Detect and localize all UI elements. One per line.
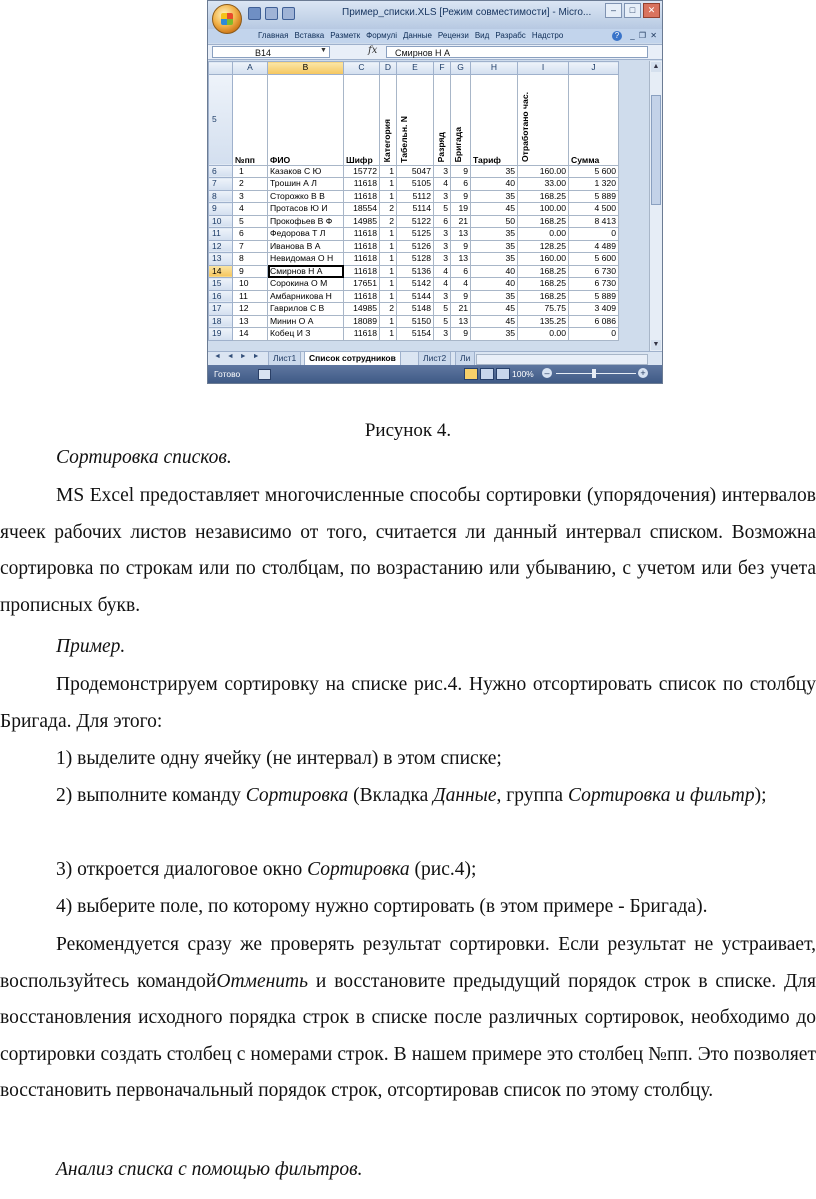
table-row — [209, 315, 619, 328]
table-cell[interactable]: 11618 — [344, 240, 380, 253]
column-header[interactable]: A — [233, 62, 268, 75]
paragraph-text: и восстановите предыдущий порядок строк в списке. Для восстановления исходного порядка строк в списке после различных сортировок, необходимо до сортировки создать столбец с номерами строк. В нашем примере это столбец №пп. Это позволяет восстановить первоначальный порядок строк, отсортировав список по этому столбцу. — [0, 970, 816, 1101]
header-cell[interactable]: Шифр — [344, 74, 380, 165]
table-cell[interactable]: Сторожко В В — [268, 190, 344, 203]
table-cell[interactable]: Минин О А — [268, 315, 344, 328]
table-cell[interactable]: 6 — [233, 228, 268, 241]
tab-addins[interactable]: Надстро — [531, 31, 564, 40]
quick-access-toolbar — [248, 7, 295, 20]
header-cell[interactable] — [451, 74, 471, 165]
step-2 — [0, 778, 816, 815]
office-button[interactable] — [212, 4, 242, 34]
table-cell[interactable]: 9 — [451, 290, 471, 303]
table-cell[interactable]: 33.00 — [518, 178, 569, 191]
table-cell[interactable]: Прокофьев В Ф — [268, 215, 344, 228]
tab-insert[interactable]: Вставка — [294, 31, 325, 40]
table-cell[interactable]: 4 — [434, 178, 451, 191]
table-cell[interactable]: 5 889 — [569, 190, 619, 203]
sheet-tab-active[interactable]: Список сотрудников — [304, 352, 401, 366]
table-cell[interactable]: 8 413 — [569, 215, 619, 228]
row-header[interactable]: 12 — [209, 240, 233, 253]
table-cell[interactable]: 35 — [471, 290, 518, 303]
table-cell[interactable]: 5047 — [397, 165, 434, 178]
column-header[interactable]: C — [344, 62, 380, 75]
undo-command-name: Отменить — [216, 970, 309, 992]
section-heading-sorting: Сортировка списков. — [56, 447, 232, 468]
header-cell[interactable] — [434, 74, 451, 165]
table-cell[interactable]: 12 — [233, 303, 268, 316]
table-cell[interactable]: 6 086 — [569, 315, 619, 328]
group-name: Сортировка и фильтр — [567, 785, 755, 806]
table-cell[interactable]: Гаврилов С В — [268, 303, 344, 316]
table-cell[interactable]: 1 — [380, 178, 397, 191]
table-row — [209, 203, 619, 216]
column-header[interactable]: H — [471, 62, 518, 75]
table-cell[interactable]: 35 — [471, 228, 518, 241]
table-cell[interactable]: 3 — [434, 228, 451, 241]
table-cell[interactable]: 160.00 — [518, 165, 569, 178]
table-cell[interactable]: 3 — [233, 190, 268, 203]
row-header[interactable]: 19 — [209, 328, 233, 341]
step-3-text: 3) откроется диалоговое окно — [56, 859, 308, 880]
step-2-text: ); — [754, 785, 767, 806]
table-cell[interactable]: 4 — [434, 265, 451, 278]
formula-bar — [208, 44, 662, 60]
row-header[interactable]: 6 — [209, 165, 233, 178]
table-cell[interactable]: 4 489 — [569, 240, 619, 253]
table-cell[interactable]: 5122 — [397, 215, 434, 228]
tab-name: Данные — [433, 785, 497, 806]
table-cell[interactable]: 11618 — [344, 328, 380, 341]
table-cell[interactable]: 13 — [451, 228, 471, 241]
tab-data[interactable]: Данные — [402, 31, 432, 40]
table-row — [209, 165, 619, 178]
zoom-level[interactable]: 100% — [512, 369, 534, 379]
table-cell[interactable]: 5 — [434, 315, 451, 328]
table-cell[interactable]: 2 — [380, 303, 397, 316]
column-header[interactable]: G — [451, 62, 471, 75]
table-cell[interactable]: 128.25 — [518, 240, 569, 253]
table-cell[interactable]: 5 889 — [569, 290, 619, 303]
step-2-text: , группа — [496, 785, 568, 806]
status-bar — [208, 365, 662, 383]
table-cell[interactable]: 5 600 — [569, 165, 619, 178]
table-cell[interactable]: 13 — [451, 315, 471, 328]
table-cell[interactable]: 168.25 — [518, 265, 569, 278]
table-cell[interactable]: 5105 — [397, 178, 434, 191]
table-cell[interactable]: 3 — [434, 290, 451, 303]
table-cell[interactable]: 1 — [380, 315, 397, 328]
table-cell[interactable]: 5136 — [397, 265, 434, 278]
table-cell[interactable]: 168.25 — [518, 215, 569, 228]
table-cell[interactable]: 11618 — [344, 253, 380, 266]
undo-icon[interactable] — [265, 7, 278, 20]
table-cell[interactable]: 7 — [233, 240, 268, 253]
example-heading: Пример. — [56, 636, 126, 657]
table-row — [209, 290, 619, 303]
table-cell[interactable]: 45 — [471, 303, 518, 316]
table-cell[interactable]: 35 — [471, 240, 518, 253]
table-cell[interactable]: 35 — [471, 165, 518, 178]
table-cell[interactable]: Протасов Ю И — [268, 203, 344, 216]
table-cell[interactable]: 13 — [233, 315, 268, 328]
table-cell[interactable]: 5126 — [397, 240, 434, 253]
table-cell[interactable]: 11618 — [344, 178, 380, 191]
row-header[interactable]: 10 — [209, 215, 233, 228]
table-cell[interactable]: 40 — [471, 278, 518, 291]
maximize-button[interactable]: □ — [624, 3, 641, 18]
table-cell[interactable]: 9 — [451, 240, 471, 253]
header-label: Категория — [382, 119, 392, 163]
sheet-tab[interactable]: Ли — [455, 352, 475, 366]
table-header-row — [209, 74, 619, 165]
table-cell[interactable]: 11 — [233, 290, 268, 303]
tab-review[interactable]: Рецензи — [437, 31, 469, 40]
table-cell[interactable]: 40 — [471, 178, 518, 191]
zoom-slider[interactable] — [556, 373, 636, 374]
table-cell[interactable]: 3 409 — [569, 303, 619, 316]
row-header[interactable]: 17 — [209, 303, 233, 316]
step-3 — [56, 852, 816, 889]
command-name: Сортировка — [245, 785, 349, 806]
step-2-text: 2) выполните команду — [56, 785, 246, 806]
table-cell[interactable]: 1 — [380, 328, 397, 341]
zoom-out-icon[interactable]: – — [542, 368, 552, 378]
table-cell[interactable]: 14985 — [344, 303, 380, 316]
tab-view[interactable]: Вид — [474, 31, 490, 40]
sheet-tab[interactable]: Лист2 — [418, 352, 451, 366]
table-cell[interactable]: 5150 — [397, 315, 434, 328]
tab-home[interactable]: Главная — [258, 31, 289, 40]
header-cell[interactable] — [518, 74, 569, 165]
header-cell[interactable]: Сумма — [569, 74, 619, 165]
table-cell[interactable]: 75.75 — [518, 303, 569, 316]
table-row — [209, 253, 619, 266]
table-cell[interactable]: 1 — [380, 253, 397, 266]
formula-input[interactable]: Смирнов Н А — [386, 46, 648, 58]
paragraph-example: Продемонстрируем сортировку на списке рис.4. Нужно отсортировать список по столбцу Бригада. Для этого: — [0, 674, 816, 732]
header-label: Табельн. N — [399, 115, 409, 163]
table-cell[interactable]: 2 — [233, 178, 268, 191]
table-row — [209, 303, 619, 316]
header-label: Разряд — [436, 132, 446, 163]
table-cell[interactable]: 8 — [233, 253, 268, 266]
table-cell[interactable]: 135.25 — [518, 315, 569, 328]
table-cell[interactable]: 1 — [380, 165, 397, 178]
section-heading-filters: Анализ списка с помощью фильтров. — [56, 1159, 363, 1180]
table-cell[interactable]: 13 — [451, 253, 471, 266]
step-1: 1) выделите одну ячейку (не интервал) в этом списке; — [56, 748, 502, 769]
table-row — [209, 265, 619, 278]
fx-icon[interactable]: fx — [368, 45, 378, 56]
table-cell[interactable]: 15772 — [344, 165, 380, 178]
table-cell[interactable]: 1 — [380, 240, 397, 253]
page-layout-view-icon[interactable] — [480, 368, 494, 380]
table-cell[interactable]: Казаков С Ю — [268, 165, 344, 178]
table-cell[interactable]: 0 — [569, 228, 619, 241]
table-cell[interactable]: 6 — [451, 178, 471, 191]
table-cell[interactable]: 160.00 — [518, 253, 569, 266]
tab-formulas[interactable]: Формулі — [366, 31, 397, 40]
table-cell[interactable]: 19 — [451, 203, 471, 216]
table-cell[interactable]: Сорокина О М — [268, 278, 344, 291]
row-header[interactable]: 18 — [209, 315, 233, 328]
table-cell[interactable]: 168.25 — [518, 190, 569, 203]
table-cell[interactable]: 35 — [471, 253, 518, 266]
figure-caption: Рисунок 4. — [364, 420, 452, 441]
header-cell[interactable]: №пп — [233, 74, 268, 165]
step-3-text: (рис.4); — [409, 859, 477, 880]
table-cell[interactable]: 168.25 — [518, 278, 569, 291]
table-cell[interactable]: 1 — [233, 165, 268, 178]
header-cell[interactable]: ФИО — [268, 74, 344, 165]
table-cell[interactable]: 5154 — [397, 328, 434, 341]
table-cell[interactable]: 5114 — [397, 203, 434, 216]
table-row — [209, 240, 619, 253]
save-icon[interactable] — [248, 7, 261, 20]
table-cell[interactable]: 21 — [451, 215, 471, 228]
table-cell[interactable]: 0.00 — [518, 228, 569, 241]
sheet-nav-arrows[interactable]: ◄ ◄ ► ► — [214, 353, 262, 360]
column-header[interactable]: F — [434, 62, 451, 75]
table-cell[interactable]: 5128 — [397, 253, 434, 266]
table-cell[interactable]: 4 — [233, 203, 268, 216]
table-cell[interactable]: 11618 — [344, 190, 380, 203]
table-cell[interactable]: 1 320 — [569, 178, 619, 191]
table-cell[interactable]: Трошин А Л — [268, 178, 344, 191]
header-cell[interactable] — [380, 74, 397, 165]
table-cell[interactable]: 5148 — [397, 303, 434, 316]
header-label: Бригада — [453, 127, 463, 163]
selected-cell[interactable]: Смирнов Н А — [268, 265, 344, 278]
table-cell[interactable]: 5 — [233, 215, 268, 228]
table-cell[interactable]: Федорова Т Л — [268, 228, 344, 241]
table-cell[interactable]: 5142 — [397, 278, 434, 291]
column-header[interactable]: I — [518, 62, 569, 75]
table-cell[interactable]: 3 — [434, 328, 451, 341]
normal-view-icon[interactable] — [464, 368, 478, 380]
table-cell[interactable]: 1 — [380, 278, 397, 291]
tab-page-layout[interactable]: Разметк — [330, 31, 361, 40]
spreadsheet-grid — [208, 61, 619, 341]
row-header[interactable]: 14 — [209, 265, 233, 278]
column-header[interactable]: J — [569, 62, 619, 75]
table-cell[interactable]: 11618 — [344, 228, 380, 241]
chevron-down-icon[interactable]: ▼ — [320, 47, 327, 54]
table-cell[interactable]: 5144 — [397, 290, 434, 303]
table-cell[interactable]: 18554 — [344, 203, 380, 216]
table-cell[interactable]: 2 — [380, 215, 397, 228]
table-cell[interactable]: 14 — [233, 328, 268, 341]
ribbon-window-controls[interactable]: _ ❐ ✕ — [630, 31, 658, 40]
dialog-name: Сортировка — [307, 859, 410, 880]
table-cell[interactable]: 0.00 — [518, 328, 569, 341]
table-cell[interactable]: 11618 — [344, 290, 380, 303]
table-cell[interactable]: 9 — [451, 328, 471, 341]
name-box[interactable]: B14 — [212, 46, 330, 58]
window-title: Пример_списки.XLS [Режим совместимости] - Micro... — [342, 7, 592, 18]
table-cell[interactable]: 1 — [380, 190, 397, 203]
column-header[interactable]: B — [268, 62, 344, 75]
table-cell[interactable]: Иванова В А — [268, 240, 344, 253]
table-cell[interactable]: 40 — [471, 265, 518, 278]
row-header[interactable]: 13 — [209, 253, 233, 266]
view-buttons — [464, 368, 510, 380]
table-cell[interactable]: 3 — [434, 240, 451, 253]
table-cell[interactable]: Кобец И З — [268, 328, 344, 341]
table-cell[interactable]: 45 — [471, 203, 518, 216]
table-row — [209, 190, 619, 203]
table-cell[interactable]: 50 — [471, 215, 518, 228]
header-cell[interactable]: Тариф — [471, 74, 518, 165]
header-cell[interactable] — [397, 74, 434, 165]
zoom-slider-thumb[interactable] — [592, 369, 596, 378]
help-icon[interactable]: ? — [612, 31, 622, 41]
table-cell[interactable]: 21 — [451, 303, 471, 316]
table-cell[interactable]: 45 — [471, 315, 518, 328]
paragraph-recommendation — [0, 927, 816, 1110]
table-cell[interactable]: 10 — [233, 278, 268, 291]
row-header[interactable]: 11 — [209, 228, 233, 241]
table-cell[interactable]: 1 — [380, 265, 397, 278]
table-cell[interactable]: 3 — [434, 190, 451, 203]
table-cell[interactable]: 6 — [451, 265, 471, 278]
table-cell[interactable]: Невидомая О Н — [268, 253, 344, 266]
table-row — [209, 215, 619, 228]
table-cell[interactable]: 6 730 — [569, 265, 619, 278]
sheet-tab-bar — [208, 351, 662, 365]
scroll-up-icon[interactable]: ▲ — [652, 63, 660, 70]
table-row — [209, 228, 619, 241]
macro-record-icon[interactable] — [258, 369, 271, 380]
table-cell[interactable]: 5112 — [397, 190, 434, 203]
column-header[interactable]: E — [397, 62, 434, 75]
table-cell[interactable]: 4 — [434, 278, 451, 291]
vertical-scrollbar[interactable] — [649, 61, 662, 351]
row-header[interactable]: 16 — [209, 290, 233, 303]
table-cell[interactable]: 0 — [569, 328, 619, 341]
table-cell[interactable]: 4 — [451, 278, 471, 291]
table-cell[interactable]: 6 730 — [569, 278, 619, 291]
table-cell[interactable]: Амбарникова Н — [268, 290, 344, 303]
horizontal-scrollbar[interactable] — [476, 354, 648, 365]
table-cell[interactable]: 6 — [434, 215, 451, 228]
table-cell[interactable]: 5 — [434, 303, 451, 316]
table-cell[interactable]: 35 — [471, 328, 518, 341]
table-cell[interactable]: 11618 — [344, 265, 380, 278]
table-cell[interactable]: 14985 — [344, 215, 380, 228]
paragraph-intro: MS Excel предоставляет многочисленные способы сортировки (упорядочения) интервалов ячеек рабочих листов независимо от того, считается ли данный интервал списком. Возможна сортировка по строкам или по столбцам, по возрастанию или убыванию, с учетом или без учета прописных букв. — [0, 485, 816, 616]
page-break-view-icon[interactable] — [496, 368, 510, 380]
tab-developer[interactable]: Разрабс — [495, 31, 526, 40]
table-row — [209, 178, 619, 191]
table-cell[interactable]: 168.25 — [518, 290, 569, 303]
zoom-in-icon[interactable]: + — [638, 368, 648, 378]
select-all-corner[interactable] — [209, 62, 233, 75]
scroll-thumb[interactable] — [651, 95, 661, 205]
table-cell[interactable]: 5 600 — [569, 253, 619, 266]
table-row — [209, 278, 619, 291]
step-4: 4) выберите поле, по которому нужно сортировать (в этом примере - Бригада). — [56, 896, 708, 917]
row-header[interactable]: 5 — [209, 74, 233, 165]
row-header[interactable]: 9 — [209, 203, 233, 216]
excel-screenshot — [207, 0, 663, 384]
table-cell[interactable]: 4 500 — [569, 203, 619, 216]
excel-title-bar — [208, 1, 662, 29]
table-cell[interactable]: 3 — [434, 253, 451, 266]
redo-icon[interactable] — [282, 7, 295, 20]
sheet-tab[interactable]: Лист1 — [268, 352, 301, 366]
office-logo-icon — [221, 13, 233, 25]
scroll-down-icon[interactable]: ▼ — [652, 341, 660, 348]
table-cell[interactable]: 5125 — [397, 228, 434, 241]
row-header[interactable]: 7 — [209, 178, 233, 191]
table-cell[interactable]: 1 — [380, 228, 397, 241]
table-cell[interactable]: 9 — [233, 265, 268, 278]
table-cell[interactable]: 35 — [471, 190, 518, 203]
table-cell[interactable]: 3 — [434, 165, 451, 178]
table-cell[interactable]: 9 — [451, 190, 471, 203]
paragraph-text: Рекомендуется сразу же проверять результат сортировки. Если результат не устраивает, воспользуйтесь командой — [0, 934, 816, 992]
table-cell[interactable]: 18089 — [344, 315, 380, 328]
status-text: Готово — [214, 369, 241, 379]
table-cell[interactable]: 9 — [451, 165, 471, 178]
step-2-text: (Вкладка — [348, 785, 434, 806]
table-cell[interactable]: 17651 — [344, 278, 380, 291]
table-cell[interactable]: 1 — [380, 290, 397, 303]
table-cell[interactable]: 5 — [434, 203, 451, 216]
column-header[interactable]: D — [380, 62, 397, 75]
table-row — [209, 328, 619, 341]
row-header[interactable]: 8 — [209, 190, 233, 203]
ribbon-tabs — [208, 29, 662, 43]
row-header[interactable]: 15 — [209, 278, 233, 291]
table-cell[interactable]: 2 — [380, 203, 397, 216]
window-buttons — [605, 3, 660, 18]
table-cell[interactable]: 100.00 — [518, 203, 569, 216]
header-label: Отработано час. — [520, 92, 530, 163]
close-button[interactable]: ✕ — [643, 3, 660, 18]
minimize-button[interactable]: – — [605, 3, 622, 18]
